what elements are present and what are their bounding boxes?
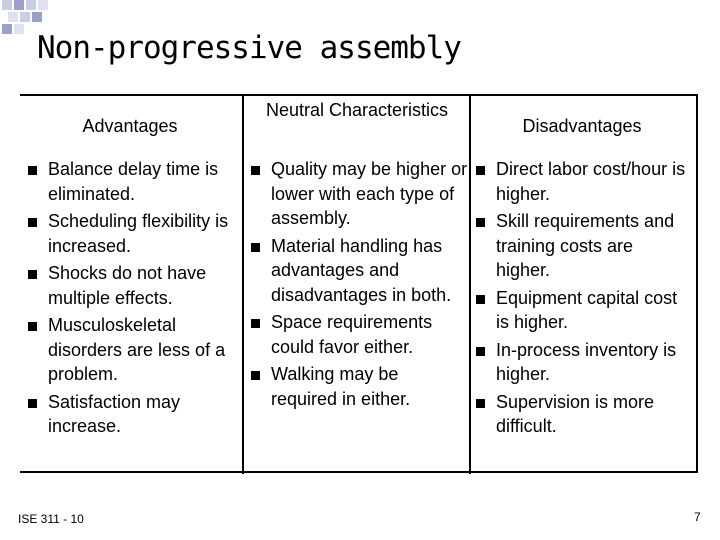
list-item: Direct labor cost/hour is higher. bbox=[476, 157, 692, 206]
column-heading-disadvantages: Disadvantages bbox=[522, 116, 642, 136]
disadvantages-list bbox=[476, 157, 692, 442]
column-heading-neutral: Neutral Characteristics bbox=[265, 100, 449, 120]
list-item: Scheduling flexibility is increased. bbox=[28, 209, 238, 258]
list-item: Satisfaction may increase. bbox=[28, 390, 238, 439]
list-item: Equipment capital cost is higher. bbox=[476, 286, 692, 335]
column-heading-advantages: Advantages bbox=[82, 116, 178, 136]
footer-course-label: ISE 311 - 10 bbox=[18, 512, 84, 526]
bullet-icon bbox=[476, 295, 485, 304]
list-item: Balance delay time is eliminated. bbox=[28, 157, 238, 206]
list-item: Musculoskeletal disorders are less of a problem. bbox=[28, 313, 238, 387]
bullet-icon bbox=[476, 347, 485, 356]
bullet-icon bbox=[28, 322, 37, 331]
neutral-list bbox=[251, 157, 469, 414]
list-item: Supervision is more difficult. bbox=[476, 390, 692, 439]
bullet-icon bbox=[28, 166, 37, 175]
list-item: Skill requirements and training costs are higher. bbox=[476, 209, 692, 283]
list-item: Space requirements could favor either. bbox=[251, 310, 469, 359]
list-item: Walking may be required in either. bbox=[251, 362, 469, 411]
bullet-icon bbox=[476, 166, 485, 175]
bullet-icon bbox=[476, 218, 485, 227]
bullet-icon bbox=[28, 399, 37, 408]
bullet-icon bbox=[28, 270, 37, 279]
list-item: Shocks do not have multiple effects. bbox=[28, 261, 238, 310]
bullet-icon bbox=[28, 218, 37, 227]
bullet-icon bbox=[251, 319, 260, 328]
advantages-list bbox=[28, 157, 238, 442]
bullet-icon bbox=[476, 399, 485, 408]
bullet-icon bbox=[251, 166, 260, 175]
bullet-icon bbox=[251, 243, 260, 252]
page-number: 7 bbox=[694, 510, 701, 524]
list-item: In-process inventory is higher. bbox=[476, 338, 692, 387]
bullet-icon bbox=[251, 371, 260, 380]
list-item: Material handling has advantages and disadvantages in both. bbox=[251, 234, 469, 308]
slide-title: Non-progressive assembly bbox=[37, 30, 461, 66]
list-item: Quality may be higher or lower with each type of assembly. bbox=[251, 157, 469, 231]
